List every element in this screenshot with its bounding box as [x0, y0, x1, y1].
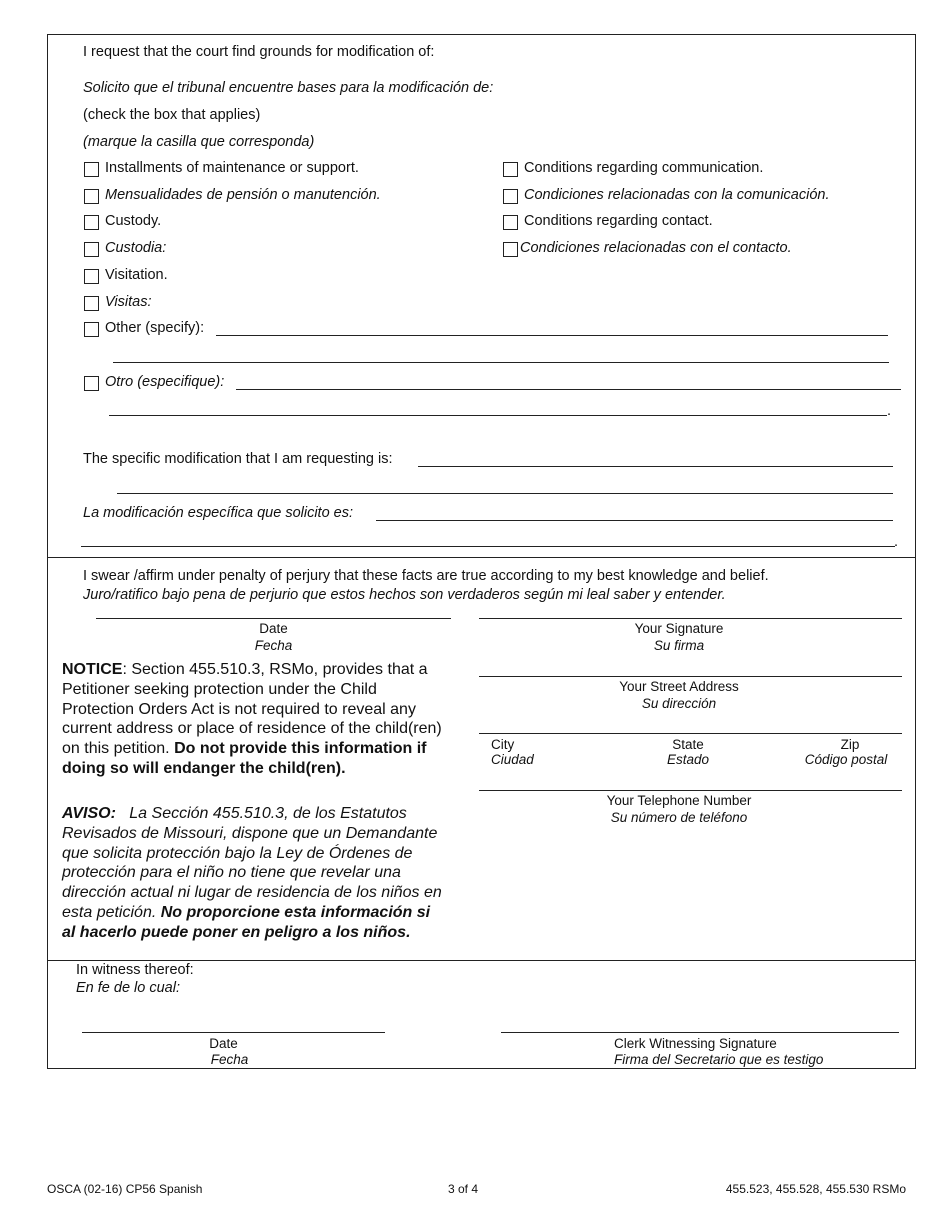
clerk-signature-label-en: Clerk Witnessing Signature	[614, 1036, 777, 1051]
otro-especifique-line-1[interactable]	[236, 389, 901, 390]
witness-label-es: En fe de lo cual:	[76, 980, 180, 996]
section-divider-2	[47, 960, 915, 961]
specific-modification-es: La modificación específica que solicito es:	[83, 505, 354, 521]
modificacion-line-2[interactable]	[81, 546, 895, 547]
request-text-en: I request that the court find grounds for modification of:	[83, 44, 435, 60]
checkbox-installments[interactable]	[84, 162, 99, 177]
clerk-signature-label-es: Firma del Secretario que es testigo	[614, 1052, 824, 1067]
witness-date-label-es: Fecha	[210, 1052, 249, 1067]
street-address-label-en: Your Street Address	[619, 679, 739, 694]
other-specify-line-2[interactable]	[113, 362, 889, 363]
option-contact-es: Condiciones relacionadas con el contacto.	[520, 240, 792, 256]
telephone-line[interactable]	[479, 790, 902, 791]
clerk-signature-line[interactable]	[501, 1032, 899, 1033]
date-line[interactable]	[96, 618, 451, 619]
notice-label: NOTICE	[62, 661, 123, 678]
witness-date-line[interactable]	[82, 1032, 385, 1033]
checkbox-otro[interactable]	[84, 376, 99, 391]
notice-text: : Section 455.510.3, RSMo, provides that a Petitioner seeking protection under the Child Protection Orders Act is not required to reveal any current address or place of residence of the child(ren) on this petition.	[62, 661, 442, 758]
date-label-es: Fecha	[254, 638, 293, 653]
option-installments-en: Installments of maintenance or support.	[105, 160, 359, 176]
city-label-en: City	[491, 737, 515, 752]
swear-statement-es: Juro/ratifico bajo pena de perjurio que estos hechos son verdaderos según mi leal saber y entender.	[83, 587, 726, 603]
checkbox-custodia[interactable]	[84, 242, 99, 257]
page-number: 3 of 4	[448, 1182, 479, 1196]
specific-modification-line-1[interactable]	[418, 466, 893, 467]
aviso-label: AVISO:	[62, 805, 116, 822]
witness-label-en: In witness thereof:	[76, 962, 194, 978]
checkbox-mensualidades[interactable]	[84, 189, 99, 204]
signature-label-es: Su firma	[653, 638, 705, 653]
checkbox-other[interactable]	[84, 322, 99, 337]
option-visitation-es: Visitas:	[105, 294, 152, 310]
city-state-zip-line[interactable]	[479, 733, 902, 734]
option-custody-es: Custodia:	[105, 240, 167, 256]
checkbox-comunicacion[interactable]	[503, 189, 518, 204]
form-id: OSCA (02-16) CP56 Spanish	[47, 1182, 203, 1196]
check-instruction-en: (check the box that applies)	[83, 107, 261, 123]
state-label-en: State	[672, 737, 704, 752]
option-installments-es: Mensualidades de pensión o manutención.	[105, 187, 381, 203]
check-instruction-es: (marque la casilla que corresponda)	[83, 134, 315, 150]
request-text-es: Solicito que el tribunal encuentre bases para la modificación de:	[83, 80, 494, 96]
street-address-line[interactable]	[479, 676, 902, 677]
checkbox-visitation[interactable]	[84, 269, 99, 284]
aviso-paragraph	[62, 804, 442, 943]
period-mark: .	[894, 534, 899, 550]
specific-modification-en: The specific modification that I am requesting is:	[83, 451, 393, 467]
checkbox-contact[interactable]	[503, 215, 518, 230]
telephone-label-en: Your Telephone Number	[606, 793, 752, 808]
specific-modification-line-2[interactable]	[117, 493, 893, 494]
option-communication-en: Conditions regarding communication.	[524, 160, 764, 176]
checkbox-communication[interactable]	[503, 162, 518, 177]
aviso-text: La Sección 455.510.3, de los Estatutos Revisados de Missouri, dispone que un Demandante que solicita protección bajo la Ley de Órdenes de protección para el niño no tiene que revelar una dirección actual ni lugar de residencia de los niños en esta petición.	[62, 805, 442, 921]
zip-label-en: Zip	[840, 737, 860, 752]
option-other-en: Other (specify):	[105, 320, 205, 336]
date-label-en: Date	[259, 621, 288, 636]
swear-statement-en: I swear /affirm under penalty of perjury that these facts are true according to my best knowledge and belief.	[83, 568, 769, 584]
option-contact-en: Conditions regarding contact.	[524, 213, 713, 229]
zip-label-es: Código postal	[804, 752, 888, 767]
city-label-es: Ciudad	[491, 752, 534, 767]
checkbox-visitas[interactable]	[84, 296, 99, 311]
signature-label-en: Your Signature	[634, 621, 724, 636]
option-custody-en: Custody.	[105, 213, 162, 229]
period-mark: .	[887, 403, 892, 419]
modificacion-line-1[interactable]	[376, 520, 893, 521]
option-other-es: Otro (especifique):	[105, 374, 225, 390]
option-visitation-en: Visitation.	[105, 267, 168, 283]
notice-warning: Do not provide this information if doing so will endanger the child(ren).	[62, 740, 427, 777]
signature-line[interactable]	[479, 618, 902, 619]
option-communication-es: Condiciones relacionadas con la comunicación.	[524, 187, 830, 203]
aviso-warning: No proporcione esta información si al hacerlo puede poner en peligro a los niños.	[62, 903, 431, 941]
checkbox-custody[interactable]	[84, 215, 99, 230]
witness-date-label-en: Date	[209, 1036, 238, 1051]
state-label-es: Estado	[666, 752, 710, 767]
other-specify-line-1[interactable]	[216, 335, 888, 336]
checkbox-contacto[interactable]	[503, 242, 518, 257]
otro-especifique-line-2[interactable]	[109, 415, 887, 416]
section-divider-1	[47, 557, 915, 558]
telephone-label-es: Su número de teléfono	[610, 810, 748, 825]
street-address-label-es: Su dirección	[641, 696, 717, 711]
notice-paragraph	[62, 660, 442, 779]
statute-references: 455.523, 455.528, 455.530 RSMo	[725, 1182, 906, 1196]
